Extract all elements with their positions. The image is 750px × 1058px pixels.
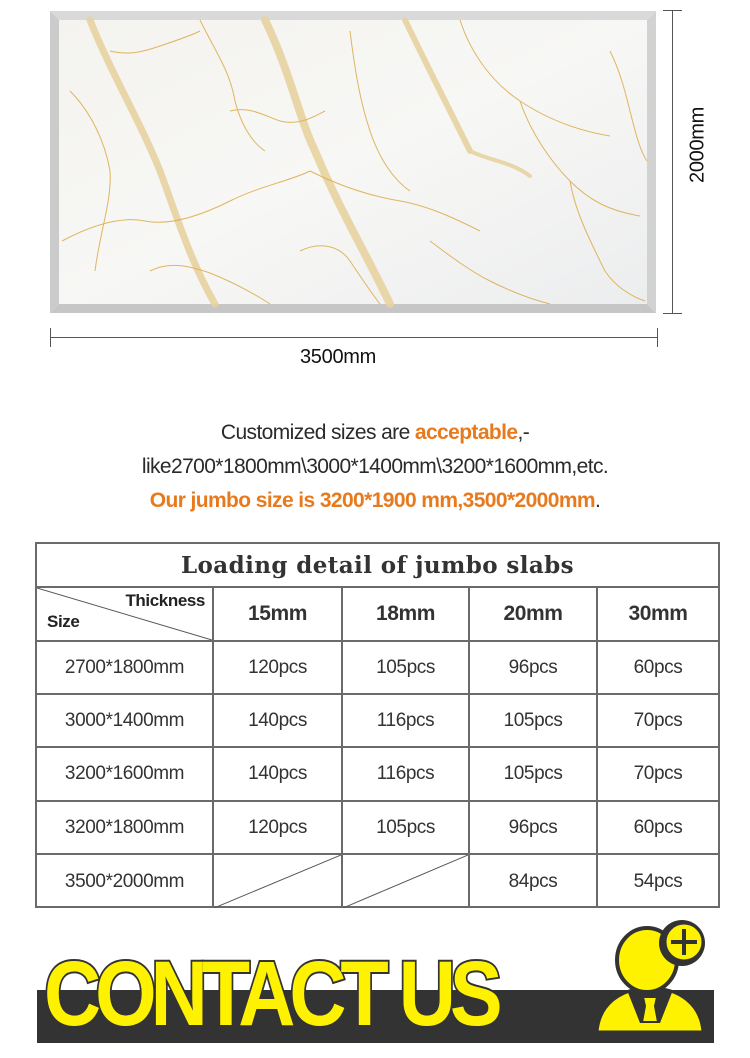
corner-header-cell bbox=[37, 588, 214, 640]
intro-line-1-suffix: ,- bbox=[517, 421, 530, 444]
intro-line-1 bbox=[0, 416, 750, 450]
jumbo-size-highlight: Our jumbo size is 3200*1900 mm,3500*2000mm bbox=[149, 489, 595, 512]
contact-us-banner[interactable] bbox=[0, 910, 750, 1058]
size-cell: 3200*1600mm bbox=[37, 748, 214, 800]
table-row bbox=[37, 802, 718, 855]
quantity-cell: 105pcs bbox=[470, 748, 598, 800]
table-row bbox=[37, 748, 718, 802]
contact-us-label[interactable]: CONTACT US bbox=[44, 943, 497, 1045]
quantity-cell: 84pcs bbox=[470, 855, 598, 908]
column-header: 20mm bbox=[470, 588, 598, 640]
quantity-cell: 140pcs bbox=[214, 695, 343, 746]
width-dimension-label: 3500mm bbox=[299, 346, 376, 368]
intro-line-3-suffix: . bbox=[595, 489, 601, 512]
width-dimension-line bbox=[50, 337, 658, 338]
add-contact-person-icon[interactable] bbox=[585, 910, 715, 1040]
column-header: 15mm bbox=[214, 588, 343, 640]
quantity-cell: 105pcs bbox=[470, 695, 598, 746]
table-row bbox=[37, 642, 718, 695]
quantity-cell: 60pcs bbox=[633, 656, 683, 678]
thickness-label: Thickness bbox=[125, 591, 205, 610]
table-row bbox=[37, 855, 718, 908]
quantity-cell: 60pcs bbox=[633, 816, 683, 838]
height-dimension-label: 2000mm bbox=[686, 106, 709, 184]
quantity-cell: 70pcs bbox=[633, 709, 683, 731]
size-cell: 3500*2000mm bbox=[37, 855, 214, 908]
intro-highlight-acceptable: acceptable bbox=[414, 421, 518, 444]
intro-line-3 bbox=[0, 484, 750, 518]
loading-detail-table bbox=[35, 542, 720, 908]
column-header: 18mm bbox=[343, 588, 470, 640]
marble-slab-image bbox=[50, 11, 656, 313]
size-cell: 3200*1800mm bbox=[37, 802, 214, 853]
intro-line-2: like2700*1800mm\3000*1400mm\3200*1600mm,etc. bbox=[141, 455, 609, 478]
quantity-cell: 70pcs bbox=[633, 763, 683, 784]
table-title: Loading detail of jumbo slabs bbox=[37, 544, 718, 588]
quantity-cell: 105pcs bbox=[343, 642, 470, 693]
size-cell: 2700*1800mm bbox=[37, 642, 214, 693]
table-header-row bbox=[37, 588, 718, 642]
intro-line-1-prefix: Customized sizes are bbox=[220, 421, 415, 444]
table-row bbox=[37, 695, 718, 748]
size-description bbox=[0, 416, 750, 518]
not-available-cell bbox=[343, 855, 470, 908]
size-label: Size bbox=[47, 612, 80, 631]
quantity-cell: 116pcs bbox=[343, 748, 470, 800]
not-available-cell bbox=[214, 855, 343, 908]
height-dimension-line bbox=[672, 10, 673, 314]
quantity-cell: 96pcs bbox=[470, 802, 598, 853]
quantity-cell: 120pcs bbox=[214, 642, 343, 693]
quantity-cell: 54pcs bbox=[633, 870, 683, 892]
quantity-cell: 105pcs bbox=[343, 802, 470, 853]
column-header: 30mm bbox=[628, 602, 688, 625]
size-cell: 3000*1400mm bbox=[37, 695, 214, 746]
quantity-cell: 116pcs bbox=[343, 695, 470, 746]
quantity-cell: 96pcs bbox=[470, 642, 598, 693]
quantity-cell: 120pcs bbox=[214, 802, 343, 853]
quantity-cell: 140pcs bbox=[214, 748, 343, 800]
